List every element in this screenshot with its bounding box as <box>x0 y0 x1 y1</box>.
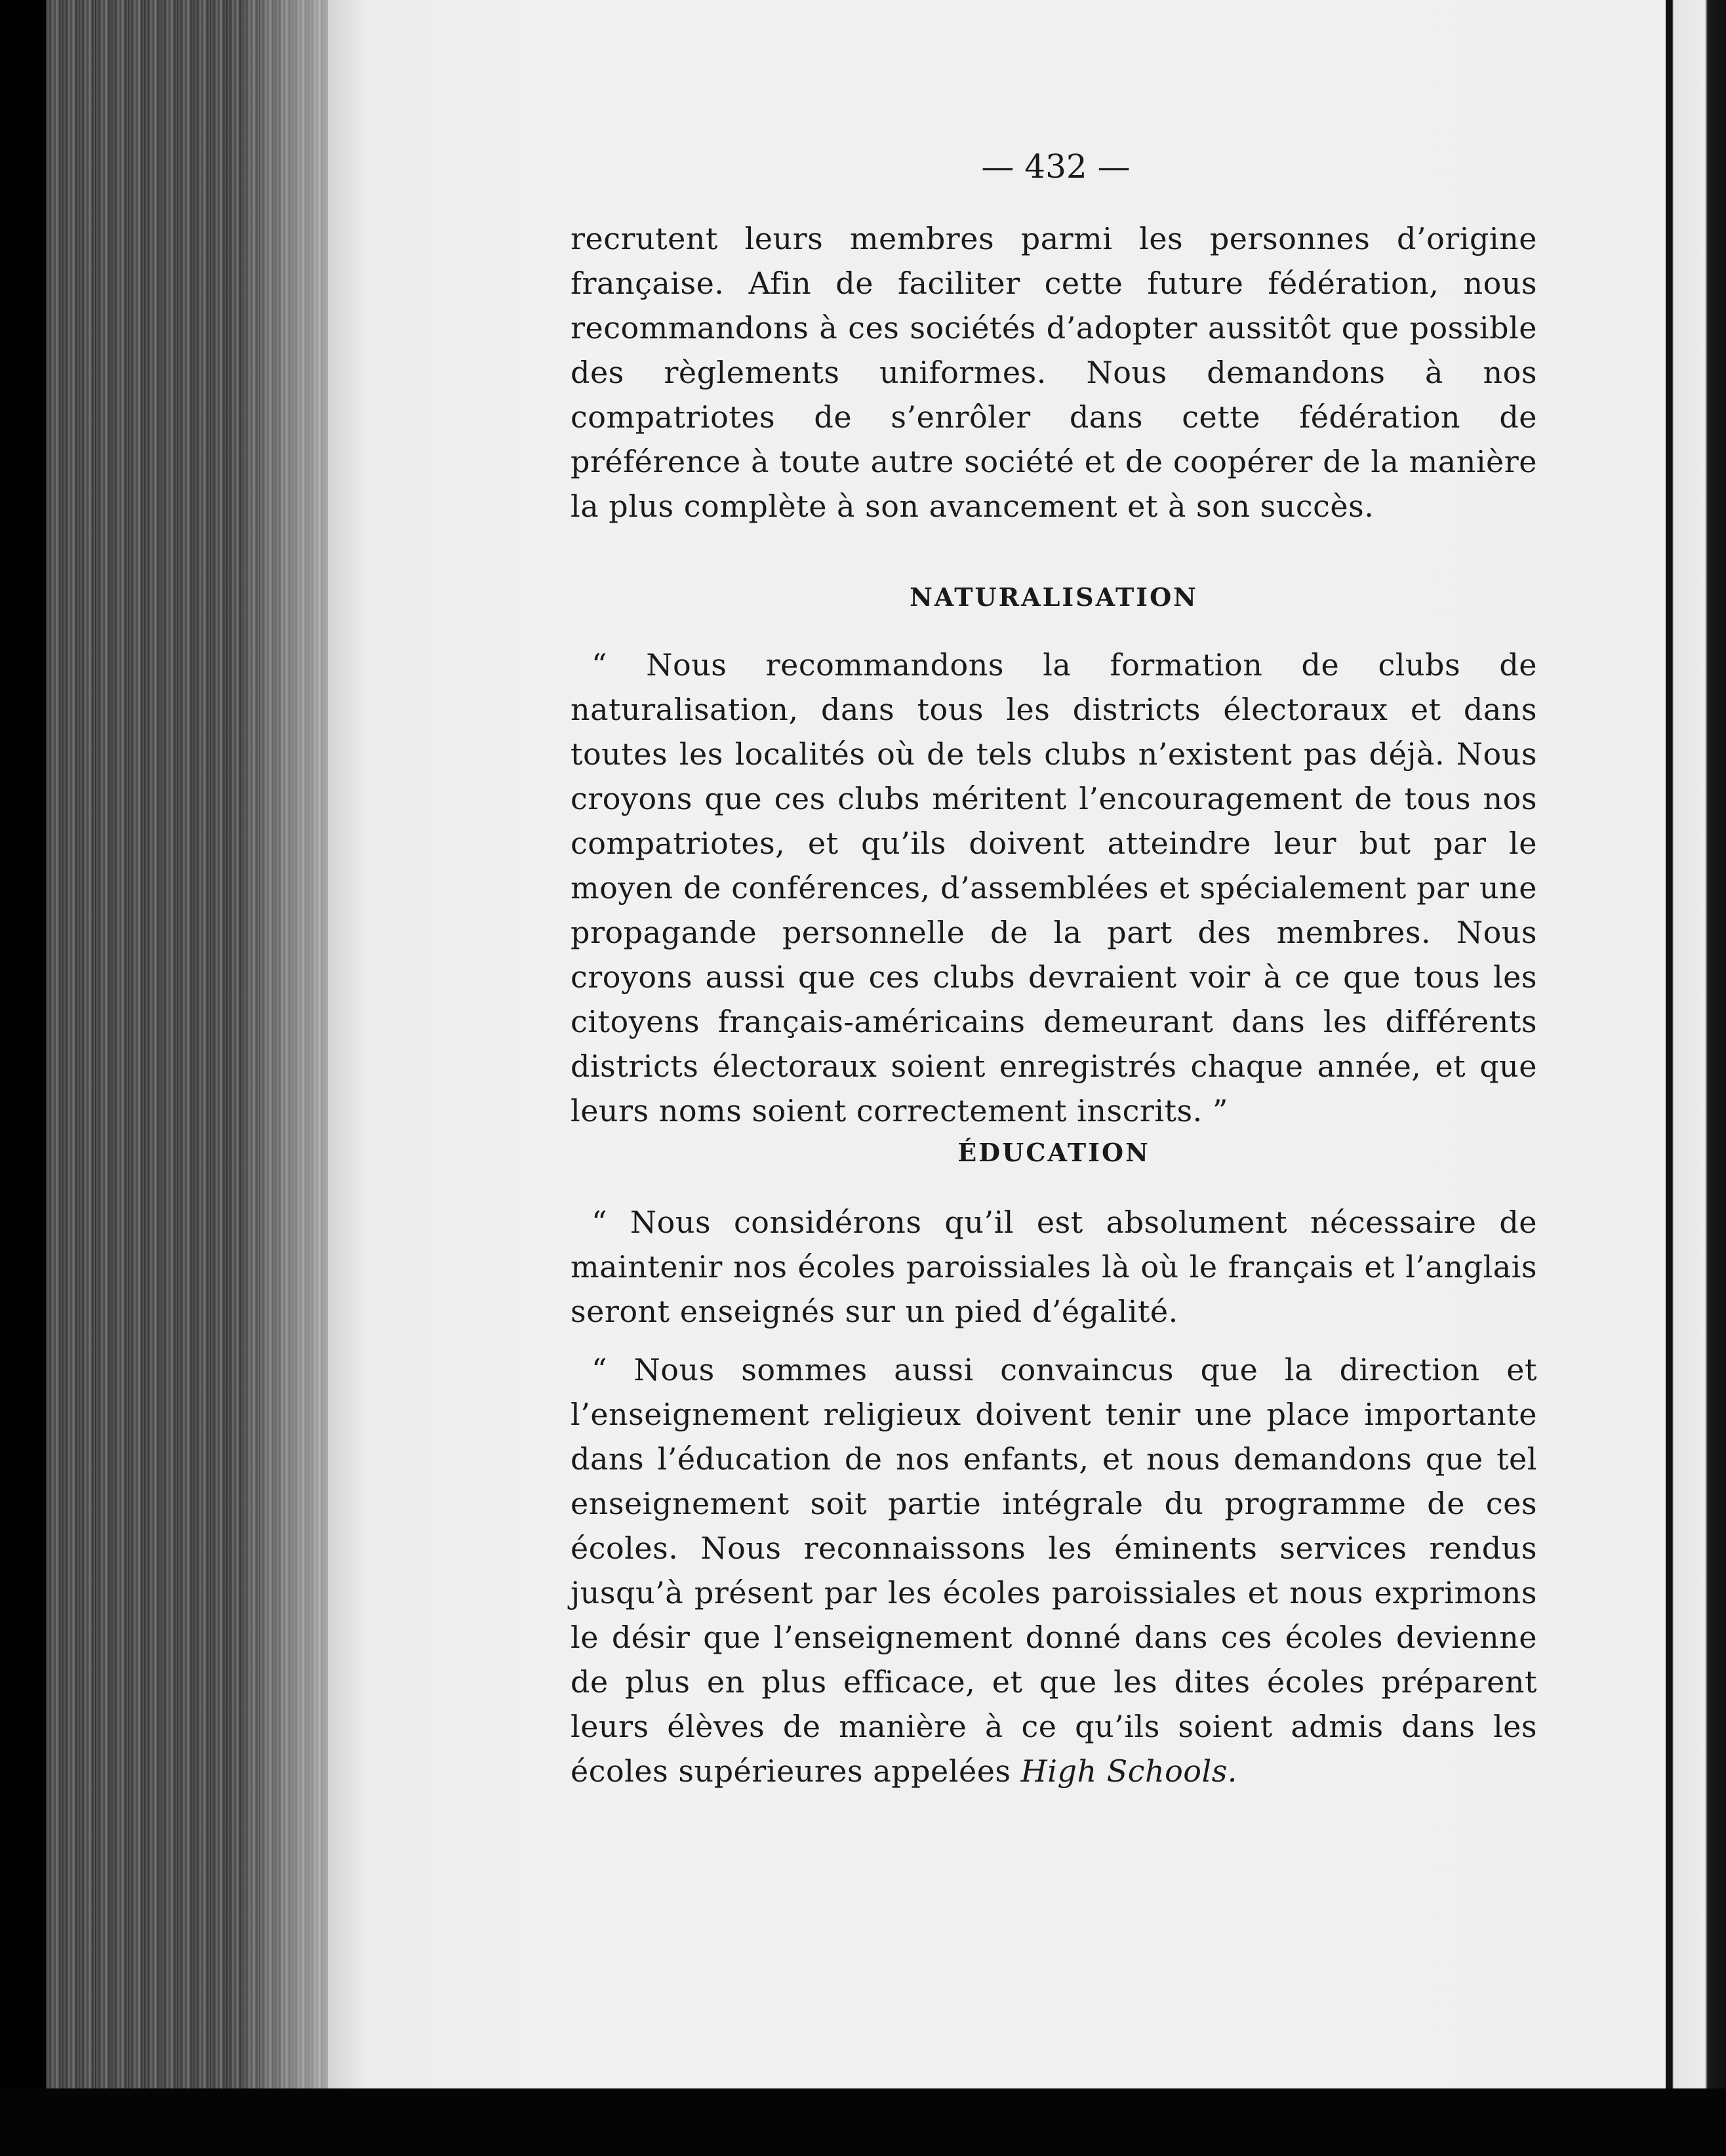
high-schools-italic: High Schools. <box>1020 1753 1237 1789</box>
scan-border <box>0 2088 1726 2156</box>
section-title-naturalisation: NATURALISATION <box>910 582 1198 612</box>
intro-paragraph: recrutent leurs membres parmi les personnes d’origine française. Afin de faciliter cette future fédération, nous recommandons à ces sociétés d’adopter aussitôt que possible des règlements uniformes. Nous demandons à nos compatriotes de s’enrôler dans cette fédération de préférence à toute autre société et de coopérer de la manière la plus complète à son avancement et à son succès. <box>571 221 1537 524</box>
book-page-edges <box>46 0 334 2098</box>
facing-page-edge <box>1666 0 1726 2098</box>
naturalisation-paragraph: “ Nous recommandons la formation de clubs de naturalisation, dans tous les districts électoraux et dans toutes les localités où de tels clubs n’existent pas déjà. Nous croyons que ces clubs méritent l’encouragement de tous nos compatriotes, et qu’ils doivent atteindre leur but par le moyen de conférences, d’assemblées et spécialement par une propagande personnelle de la part des membres. Nous croyons aussi que ces clubs devraient voir à ce que tous les citoyens français-américains demeurant dans les différents districts électoraux soient enregistrés chaque année, et que leurs noms soient correctement inscrits. ” <box>571 647 1537 1128</box>
page-number: — 432 — <box>981 148 1131 186</box>
section-title-education: ÉDUCATION <box>957 1138 1150 1167</box>
education-paragraph-2 <box>571 1348 1537 1793</box>
education-paragraph-2-text: “ Nous sommes aussi convaincus que la direction et l’enseignement religieux doivent tenir une place importante dans l’éducation de nos enfants, et nous demandons que tel enseignement soit partie intégrale du programme de ces écoles. Nous reconnaissons les éminents services rendus jusqu’à présent par les écoles paroissiales et nous exprimons le désir que l’enseignement donné dans ces écoles devienne de plus en plus efficace, et que les dites écoles préparent leurs élèves de manière à ce qu’ils soient admis dans les écoles supérieures appelées <box>571 1352 1537 1789</box>
education-paragraph-1: “ Nous considérons qu’il est absolument nécessaire de maintenir nos écoles paroissiales là où le français et l’anglais seront enseignés sur un pied d’égalité. <box>571 1205 1537 1329</box>
